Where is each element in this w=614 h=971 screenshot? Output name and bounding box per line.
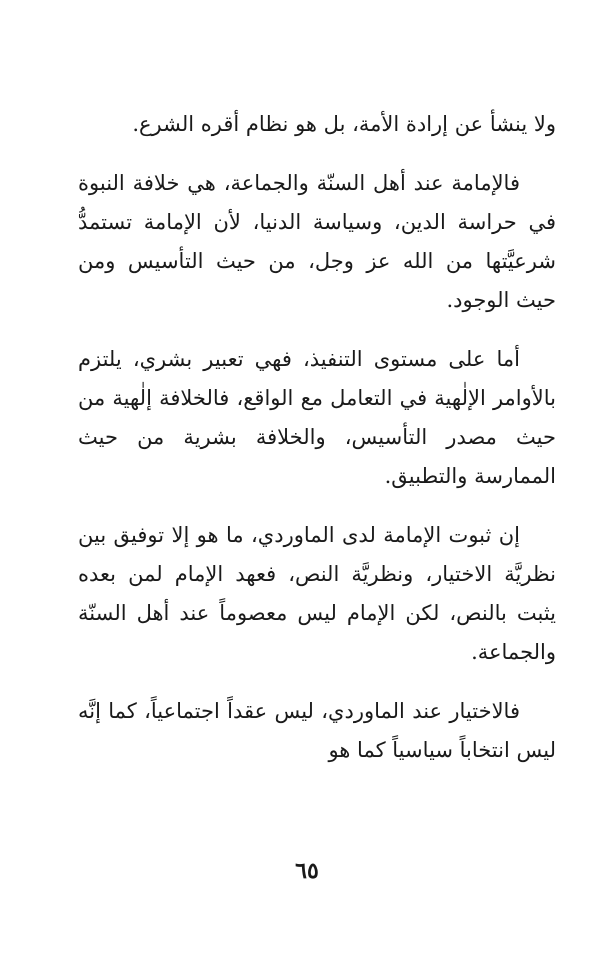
page-body-text xyxy=(78,105,556,790)
paragraph-2: فالإمامة عند أهل السنّة والجماعة، هي خلافة النبوة في حراسة الدين، وسياسة الدنيا، لأن الإمامة تستمدُّ شرعيَّتها من الله عز وجل، من حيث التأسيس ومن حيث الوجود. xyxy=(78,171,556,312)
paragraph-5: فالاختيار عند الماوردي، ليس عقداً اجتماعياً، كما إنَّه ليس انتخاباً سياسياً كما هو xyxy=(78,699,556,762)
paragraph-1: ولا ينشأ عن إرادة الأمة، بل هو نظام أقره الشرع. xyxy=(132,112,556,136)
paragraph-3: أما على مستوى التنفيذ، فهي تعبير بشري، يلتزم بالأوامر الإلٰهية في التعامل مع الواقع، فالخلافة إلٰهية من حيث مصدر التأسيس، والخلافة بشرية من حيث الممارسة والتطبيق. xyxy=(78,347,556,488)
page-number: ٦٥ xyxy=(295,858,319,884)
paragraph-4: إن ثبوت الإمامة لدى الماوردي، ما هو إلا توفيق بين نظريَّة الاختيار، ونظريَّة النص، فعهد الإمام لمن بعده يثبت بالنص، لكن الإمام ليس معصوماً عند أهل السنّة والجماعة. xyxy=(78,523,556,664)
